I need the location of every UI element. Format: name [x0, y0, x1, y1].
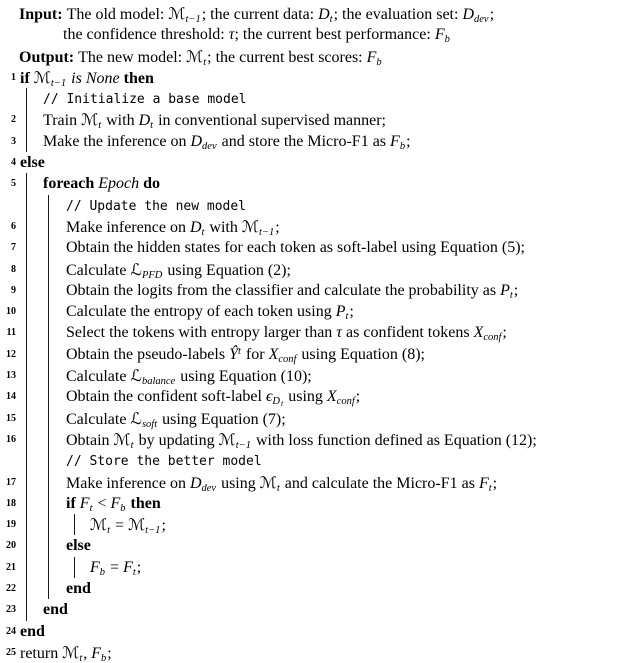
math-symbol: ℳ — [168, 4, 186, 23]
keyword: Output: — [19, 48, 79, 66]
text-segment: Obtain the hidden states for each token as soft-label using Equation (5); — [66, 239, 525, 257]
line-number: 16 — [6, 433, 16, 445]
text-segment: the confidence threshold: — [63, 26, 229, 44]
indent-guide — [74, 514, 75, 535]
io-header-line — [0, 46, 623, 67]
line-number: 13 — [6, 370, 16, 382]
math-symbol: F — [79, 494, 90, 512]
math-symbol: ℳ — [81, 110, 99, 130]
text-segment: is None — [67, 69, 124, 87]
subscript: t — [79, 652, 83, 663]
code-line — [0, 280, 623, 301]
text-segment: and calculate the Micro-F1 as — [280, 474, 479, 492]
text-segment: Calculate — [66, 410, 131, 428]
math-symbol: D — [189, 218, 202, 236]
math-symbol: X — [268, 345, 279, 363]
subscript: dev — [201, 482, 217, 494]
math-symbol: D — [190, 132, 203, 150]
keyword: end — [20, 622, 45, 640]
math-symbol: X — [326, 388, 337, 406]
indent-guide — [26, 322, 27, 343]
math-symbol: ℳ — [33, 67, 51, 87]
indent-guide — [48, 301, 49, 322]
keyword: do — [143, 175, 161, 193]
math-symbol: τ — [228, 26, 235, 44]
superscript: t — [237, 345, 241, 357]
indent-guide — [26, 429, 27, 450]
statement-text — [0, 493, 623, 516]
keyword: if — [66, 494, 80, 512]
math-symbol: ℳ — [241, 216, 259, 236]
code-line — [0, 386, 623, 407]
text-segment: using Equation (10); — [176, 368, 312, 386]
comment-segment: // Initialize a base model — [43, 92, 247, 108]
line-number: 4 — [11, 157, 16, 169]
indent-guide — [48, 344, 49, 365]
code-line — [0, 173, 623, 194]
text-segment: ; — [161, 517, 166, 535]
subscript: b — [101, 652, 107, 663]
text-segment: for — [241, 345, 269, 363]
indent-guide — [48, 450, 49, 471]
subscript: t — [107, 525, 111, 537]
math-symbol: ℒ — [130, 366, 142, 386]
code-line — [0, 259, 623, 280]
math-symbol: Ŷ — [229, 345, 238, 363]
subscript: t — [150, 120, 154, 132]
indent-guide — [26, 131, 27, 152]
keyword: end — [43, 601, 68, 619]
indent-guide — [48, 408, 49, 429]
text-segment: with loss function defined as Equation (12); — [251, 431, 537, 449]
text-segment: Obtain — [66, 431, 114, 449]
math-symbol: ℳ — [113, 429, 131, 449]
math-symbol: F — [91, 644, 102, 662]
subscript: t — [276, 482, 280, 494]
text-segment: ; the evaluation set: — [333, 6, 463, 23]
statement-text — [0, 301, 623, 324]
math-symbol: F — [123, 558, 133, 576]
text-segment: with — [102, 112, 139, 130]
math-symbol: ℳ — [90, 515, 108, 535]
statement-text — [0, 557, 623, 580]
text-segment: return — [20, 644, 63, 662]
math-symbol: ϵ — [265, 388, 273, 406]
line-number: 17 — [6, 476, 16, 488]
line-number: 12 — [6, 348, 16, 360]
code-line — [0, 237, 623, 258]
text-segment: Make inference on — [66, 218, 190, 236]
statement-text — [0, 344, 623, 367]
indent-guide — [48, 259, 49, 280]
keyword: end — [66, 580, 91, 598]
subscript: t — [98, 120, 102, 132]
text-segment: Epoch — [98, 175, 144, 193]
math-symbol: ℒ — [130, 259, 142, 279]
indent-guide — [48, 322, 49, 343]
line-number: 18 — [6, 497, 16, 509]
statement-text — [0, 237, 623, 258]
text-segment: Train — [43, 112, 82, 130]
indent-guide — [26, 514, 27, 535]
indent-guide — [48, 578, 49, 599]
text-segment: ; — [489, 6, 495, 23]
subscript: t−1 — [235, 439, 251, 451]
indent-guide — [26, 450, 27, 471]
indent-guide — [48, 535, 49, 556]
code-line — [0, 514, 623, 535]
code-line — [0, 557, 623, 578]
indent-guide — [48, 365, 49, 386]
math-symbol: ℳ — [128, 515, 146, 535]
line-number: 9 — [11, 284, 16, 296]
line-number: 11 — [6, 327, 16, 339]
math-symbol: τ — [336, 324, 343, 342]
subscript: t−1 — [50, 77, 67, 89]
indent-guide — [48, 195, 49, 216]
keyword: Input: — [19, 6, 67, 23]
subscript: balance — [141, 376, 176, 388]
indent-guide — [26, 386, 27, 407]
subscript: t−1 — [185, 14, 201, 25]
indent-guide — [26, 88, 27, 109]
subscript: PFD — [141, 269, 163, 281]
subscript: conf — [483, 332, 502, 344]
subscript: conf — [336, 396, 355, 408]
subscript: t — [488, 482, 492, 494]
subscript: D — [272, 396, 280, 408]
line-number: 3 — [11, 135, 16, 147]
code-line — [0, 621, 623, 642]
math-symbol: D — [318, 6, 330, 23]
code-line — [0, 301, 623, 322]
text-segment: Obtain the pseudo-labels — [66, 345, 230, 363]
keyword: else — [20, 154, 45, 172]
indent-guide — [48, 280, 49, 301]
line-number: 20 — [6, 540, 16, 552]
indent-guide — [48, 557, 49, 578]
indent-guide — [48, 429, 49, 450]
statement-text — [0, 621, 623, 642]
text-segment: Make the inference on — [43, 132, 191, 150]
line-number: 15 — [6, 412, 16, 424]
indent-guide — [26, 365, 27, 386]
statement-text — [0, 642, 623, 663]
indent-guide — [48, 472, 49, 493]
math-symbol: P — [335, 303, 346, 321]
text-segment: Calculate — [66, 368, 131, 386]
text-segment: ; — [406, 132, 411, 150]
code-line — [0, 493, 623, 514]
indent-guide — [26, 344, 27, 365]
code-line — [0, 578, 623, 599]
indent-guide — [74, 557, 75, 578]
indent-guide — [26, 301, 27, 322]
comment-text — [0, 450, 623, 472]
statement-text — [0, 152, 623, 173]
text-segment: ; — [107, 644, 112, 662]
subscript: t−1 — [258, 226, 275, 238]
code-line — [0, 429, 623, 450]
text-segment: Select the tokens with entropy larger than — [66, 324, 337, 342]
line-number: 2 — [11, 114, 16, 126]
math-symbol: ℳ — [259, 472, 277, 492]
text-segment: ; the current best scores: — [207, 48, 367, 66]
code-line — [0, 322, 623, 343]
indent-guide — [26, 535, 27, 556]
code-line — [0, 599, 623, 620]
math-symbol: D — [138, 112, 151, 130]
code-line — [0, 642, 623, 663]
text-segment: ; — [349, 303, 354, 321]
subscript: conf — [278, 353, 297, 365]
line-number: 25 — [6, 646, 16, 658]
text-segment: using Equation (2); — [163, 261, 291, 279]
math-symbol: F — [90, 558, 100, 576]
line-number: 22 — [6, 583, 16, 595]
text-segment: Obtain the confident soft-label — [66, 388, 266, 406]
comment-line — [0, 195, 623, 216]
indent-guide — [26, 280, 27, 301]
text-segment: ; — [502, 324, 507, 342]
statement-text — [0, 173, 623, 194]
text-segment: as confident tokens — [342, 324, 474, 342]
text-segment: < — [93, 494, 111, 512]
indent-guide — [26, 109, 27, 130]
text-segment: Obtain the logits from the classifier and calculate the probability as — [66, 281, 501, 299]
line-number: 21 — [6, 561, 16, 573]
text-segment: with — [205, 218, 242, 236]
text-segment: = — [106, 558, 124, 576]
math-symbol: F — [434, 26, 445, 44]
indent-guide — [26, 472, 27, 493]
statement-text — [0, 535, 623, 556]
statement-text — [0, 131, 623, 154]
subscript: t−1 — [145, 525, 161, 537]
code-line — [0, 152, 623, 173]
text-segment: using — [284, 388, 327, 406]
comment-text — [0, 195, 623, 217]
text-segment: using — [217, 474, 260, 492]
math-symbol: ℳ — [218, 429, 236, 449]
text-segment: and store the Micro-F1 as — [217, 132, 391, 150]
subscript: t — [130, 439, 134, 451]
subscript: b — [399, 140, 406, 152]
text-segment: Calculate the entropy of each token using — [66, 303, 336, 321]
keyword: foreach — [43, 175, 99, 193]
code-line — [0, 535, 623, 556]
text-segment: using Equation (8); — [297, 345, 425, 363]
statement-text — [0, 578, 623, 599]
text-segment: by updating — [134, 431, 219, 449]
math-symbol: P — [500, 281, 510, 299]
subscript: soft — [141, 418, 158, 430]
math-symbol: X — [473, 324, 484, 342]
code-line — [0, 216, 623, 237]
comment-text — [0, 88, 623, 110]
code-line — [0, 365, 623, 386]
keyword: if — [20, 69, 34, 87]
text-segment: ; — [492, 474, 498, 492]
keyword: then — [123, 69, 154, 87]
subscript: b — [444, 34, 450, 46]
subscript: t — [280, 399, 284, 409]
math-symbol: ℳ — [62, 642, 80, 662]
text-segment: ; — [275, 218, 280, 236]
subscript: dev — [474, 14, 489, 25]
text-segment: ; the current data: — [201, 6, 319, 23]
indent-guide — [26, 599, 27, 620]
subscript: t — [132, 566, 136, 578]
line-number: 1 — [11, 71, 16, 83]
line-number: 8 — [11, 263, 16, 275]
comment-line — [0, 88, 623, 109]
text-segment: using Equation (7); — [158, 410, 286, 428]
line-number: 24 — [6, 625, 16, 637]
text-segment: ; — [513, 281, 519, 299]
math-symbol: F — [390, 132, 400, 150]
statement-text — [0, 386, 623, 409]
io-header-line — [0, 3, 623, 24]
indent-guide — [26, 237, 27, 258]
code-line — [0, 408, 623, 429]
text-segment: in conventional supervised manner; — [154, 112, 386, 130]
text-segment: ; — [136, 558, 142, 576]
line-number: 14 — [6, 391, 16, 403]
line-number: 10 — [6, 306, 16, 318]
subscript: t — [509, 289, 513, 301]
line-number: 19 — [6, 519, 16, 531]
indent-guide — [26, 173, 27, 194]
subscript: t — [329, 14, 333, 25]
comment-segment: // Store the better model — [66, 454, 262, 470]
statement-text — [0, 280, 623, 303]
math-symbol: ℒ — [130, 408, 142, 428]
indent-guide — [26, 578, 27, 599]
text-segment: = — [111, 517, 129, 535]
indent-guide — [48, 386, 49, 407]
text-segment: , — [83, 644, 92, 662]
indent-guide — [26, 195, 27, 216]
subscript: t — [345, 311, 349, 323]
io-header-line — [0, 24, 623, 45]
line-number: 23 — [6, 604, 16, 616]
line-number: 5 — [11, 178, 16, 190]
comment-segment: // Update the new model — [66, 198, 247, 214]
subscript: b — [120, 502, 126, 514]
text-segment: ; — [355, 388, 361, 406]
statement-text — [0, 599, 623, 620]
subscript: t — [203, 56, 207, 68]
code-line — [0, 67, 623, 88]
subscript: t — [201, 226, 205, 238]
indent-guide — [26, 557, 27, 578]
text-segment: Calculate — [66, 261, 131, 279]
text-segment: The old model: — [66, 6, 169, 23]
math-symbol: F — [366, 48, 377, 66]
subscript: dev — [202, 140, 217, 152]
subscript: t — [89, 502, 93, 514]
comment-line — [0, 450, 623, 471]
line-number: 7 — [11, 242, 16, 254]
math-symbol: D — [189, 474, 202, 492]
math-symbol: D — [462, 6, 475, 23]
indent-guide — [26, 408, 27, 429]
subscript: b — [99, 566, 106, 578]
statement-text — [0, 322, 623, 345]
keyword: else — [66, 537, 91, 555]
line-number: 6 — [11, 220, 16, 232]
code-line — [0, 344, 623, 365]
text-segment: ; the current best performance: — [234, 26, 435, 44]
math-symbol: F — [478, 474, 489, 492]
text-segment: Make inference on — [66, 474, 190, 492]
subscript: b — [376, 56, 382, 68]
code-line — [0, 131, 623, 152]
indent-guide — [26, 216, 27, 237]
indent-guide — [48, 514, 49, 535]
math-symbol: ℳ — [186, 46, 204, 66]
indent-guide — [26, 493, 27, 514]
indent-guide — [48, 493, 49, 514]
indent-guide — [48, 237, 49, 258]
keyword: then — [126, 494, 161, 512]
indent-guide — [26, 259, 27, 280]
indent-guide — [48, 216, 49, 237]
math-symbol: F — [110, 494, 121, 512]
text-segment: The new model: — [78, 48, 187, 66]
statement-text — [0, 24, 623, 47]
code-line — [0, 472, 623, 493]
code-line — [0, 109, 623, 130]
